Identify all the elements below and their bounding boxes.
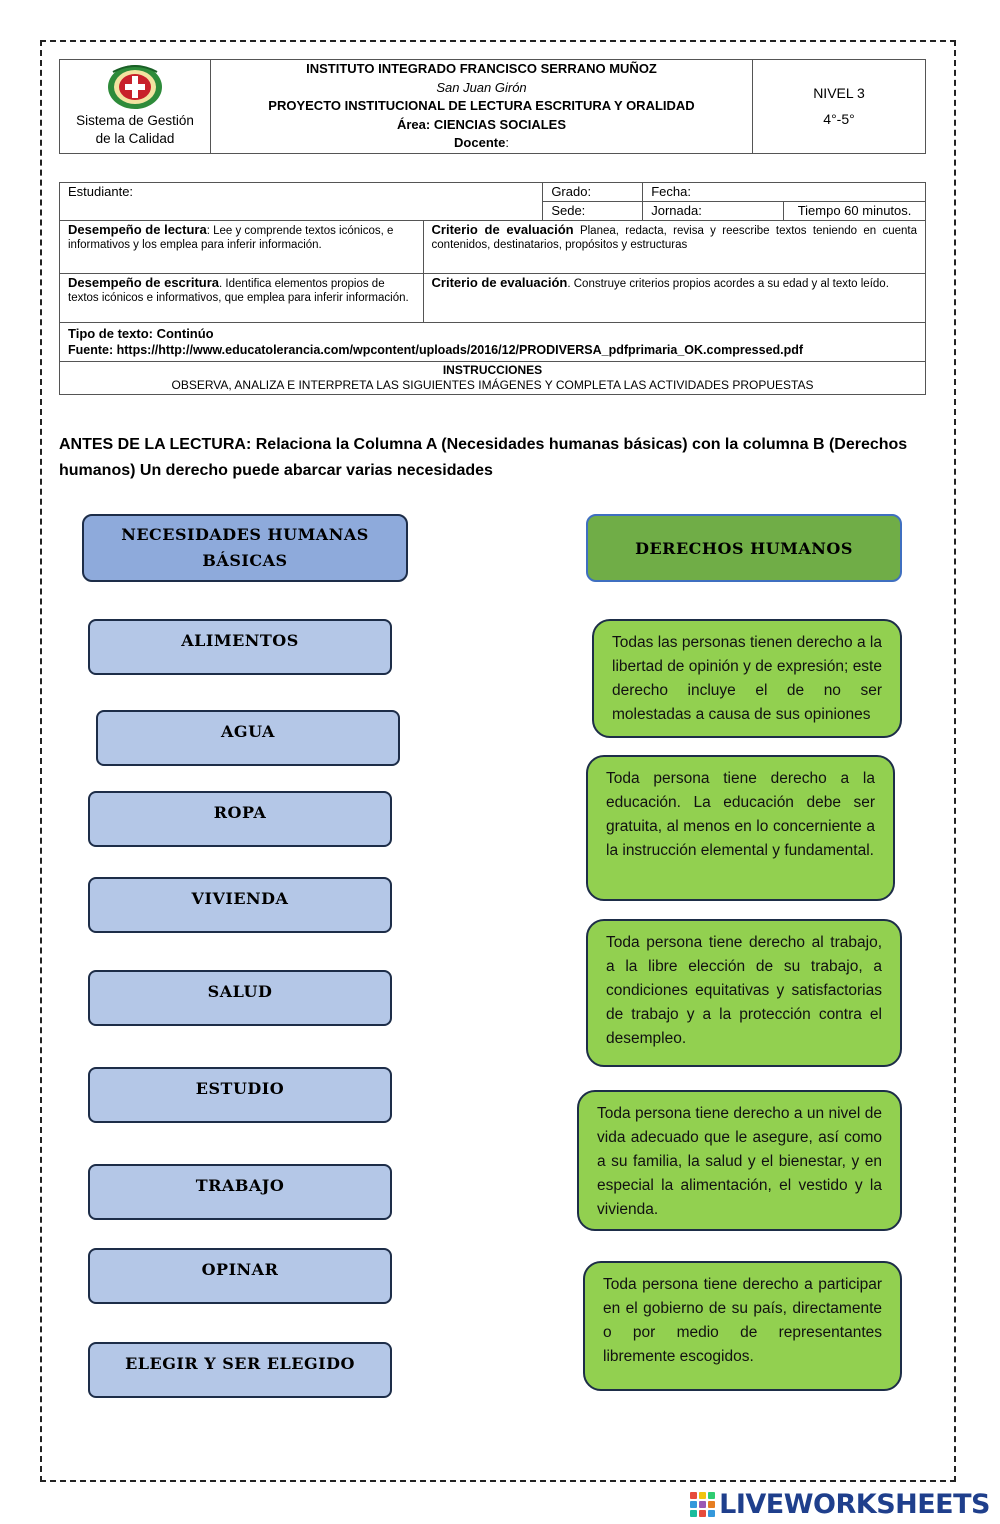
reading-performance [60, 221, 424, 274]
writing-performance [60, 274, 424, 323]
right-item-education[interactable]: Toda persona tiene derecho a la educación. La educación debe ser gratuita, al menos en lo concerniente a la instrucción elemental y fundamental. [586, 755, 895, 901]
writing-text: . Identifica elementos propios de textos icónicos e informativos, que emplea para inferir información. [68, 278, 409, 304]
level-label: NIVEL 3 [813, 85, 865, 102]
column-b-header: DERECHOS HUMANOS [586, 514, 902, 582]
need-item-estudio[interactable]: ESTUDIO [88, 1067, 392, 1123]
teacher-label: Docente [454, 135, 506, 150]
criteria2-label: Criterio de evaluación [431, 275, 568, 290]
instructions-cell [60, 362, 926, 395]
instructions-title: INSTRUCCIONES [442, 363, 543, 377]
date-field[interactable]: Fecha: [643, 183, 926, 202]
right-item-opinion[interactable]: Todas las personas tienen derecho a la libertad de opinión y de expresión; este derecho incluye el de no ser molestadas a causa de sus opiniones [592, 619, 902, 738]
right-item-living-standard[interactable]: Toda persona tiene derecho a un nivel de vida adecuado que le asegure, así como a su familia, la salud y el bienestar, y en especial la alimentación, el vestido y la vivienda. [577, 1090, 902, 1231]
liveworksheets-brand: LIVEWORKSHEETS [719, 1488, 990, 1520]
shift-field[interactable]: Jornada: [643, 202, 784, 221]
reading-criteria [423, 221, 925, 274]
need-item-vivienda[interactable]: VIVIENDA [88, 877, 392, 933]
institution-name: INSTITUTO INTEGRADO FRANCISCO SERRANO MUÑOZ [306, 61, 657, 76]
student-info-table [59, 182, 926, 395]
area-name: Área: CIENCIAS SOCIALES [396, 116, 567, 132]
criteria2-text: . Construye criterios propios acordes a su edad y al texto leído. [567, 278, 889, 290]
need-item-salud[interactable]: SALUD [88, 970, 392, 1026]
source-link[interactable]: Fuente: https://http://www.educatolerancia.com/wpcontent/uploads/2016/12/PRODIVERSA_pdfprimaria_OK.compressed.pdf [68, 343, 804, 357]
column-a-header [82, 514, 408, 582]
text-type: Tipo de texto: Continúo [68, 326, 214, 341]
need-item-ropa[interactable]: ROPA [88, 791, 392, 847]
liveworksheets-grid-icon [690, 1492, 715, 1517]
liveworksheets-logo [690, 1487, 990, 1521]
reading-text: : Lee y comprende textos icónicos, e informativos y los emplea para inferir información. [68, 225, 394, 251]
writing-criteria [423, 274, 925, 323]
activity-prompt: ANTES DE LA LECTURA: Relaciona la Columna A (Necesidades humanas básicas) con la columna B (Derechos humanos) Un derecho puede abarcar varias necesidades [59, 436, 908, 479]
criteria1-label: Criterio de evaluación [431, 222, 574, 237]
time-field: Tiempo 60 minutos. [784, 202, 926, 221]
criteria1-text: Planea, redacta, revisa y reescribe textos teniendo en cuenta contenidos, destinatarios, propósitos y estructuras [431, 225, 917, 251]
need-item-opinar[interactable]: OPINAR [88, 1248, 392, 1304]
header-center [211, 60, 753, 154]
need-item-elegir[interactable]: ELEGIR Y SER ELEGIDO [88, 1342, 392, 1398]
grades-label: 4°-5° [823, 111, 855, 128]
column-a-title-line2: BÁSICAS [202, 551, 288, 570]
school-header [59, 59, 926, 154]
student-field[interactable]: Estudiante: [60, 183, 543, 221]
school-seal-icon [107, 64, 163, 110]
source-cell [60, 323, 926, 362]
site-field[interactable]: Sede: [543, 202, 643, 221]
logo-caption: Sistema de Gestión de la Calidad [76, 113, 194, 147]
instructions-text: OBSERVA, ANALIZA E INTERPRETA LAS SIGUIENTES IMÁGENES Y COMPLETA LAS ACTIVIDADES PROPUESTAS [171, 378, 814, 392]
right-item-work[interactable]: Toda persona tiene derecho al trabajo, a la libre elección de su trabajo, a condiciones equitativas y satisfactorias de trabajo y a la protección contra el desempleo. [586, 919, 902, 1067]
need-item-alimentos[interactable]: ALIMENTOS [88, 619, 392, 675]
column-a-title-line1: NECESIDADES HUMANAS [121, 525, 369, 544]
reading-label: Desempeño de lectura [68, 222, 207, 237]
need-item-agua[interactable]: AGUA [96, 710, 400, 766]
grade-field[interactable]: Grado: [543, 183, 643, 202]
right-item-participation[interactable]: Toda persona tiene derecho a participar en el gobierno de su país, directamente o por medio de representantes libremente escogidos. [583, 1261, 902, 1391]
logo-cell [60, 60, 211, 154]
need-item-trabajo[interactable]: TRABAJO [88, 1164, 392, 1220]
project-name: PROYECTO INSTITUCIONAL DE LECTURA ESCRITURA Y ORALIDAD [268, 98, 695, 113]
writing-label: Desempeño de escritura [68, 275, 220, 290]
teacher-suffix: : [505, 135, 509, 150]
city-name: San Juan Girón [436, 79, 527, 95]
level-cell [753, 60, 926, 154]
